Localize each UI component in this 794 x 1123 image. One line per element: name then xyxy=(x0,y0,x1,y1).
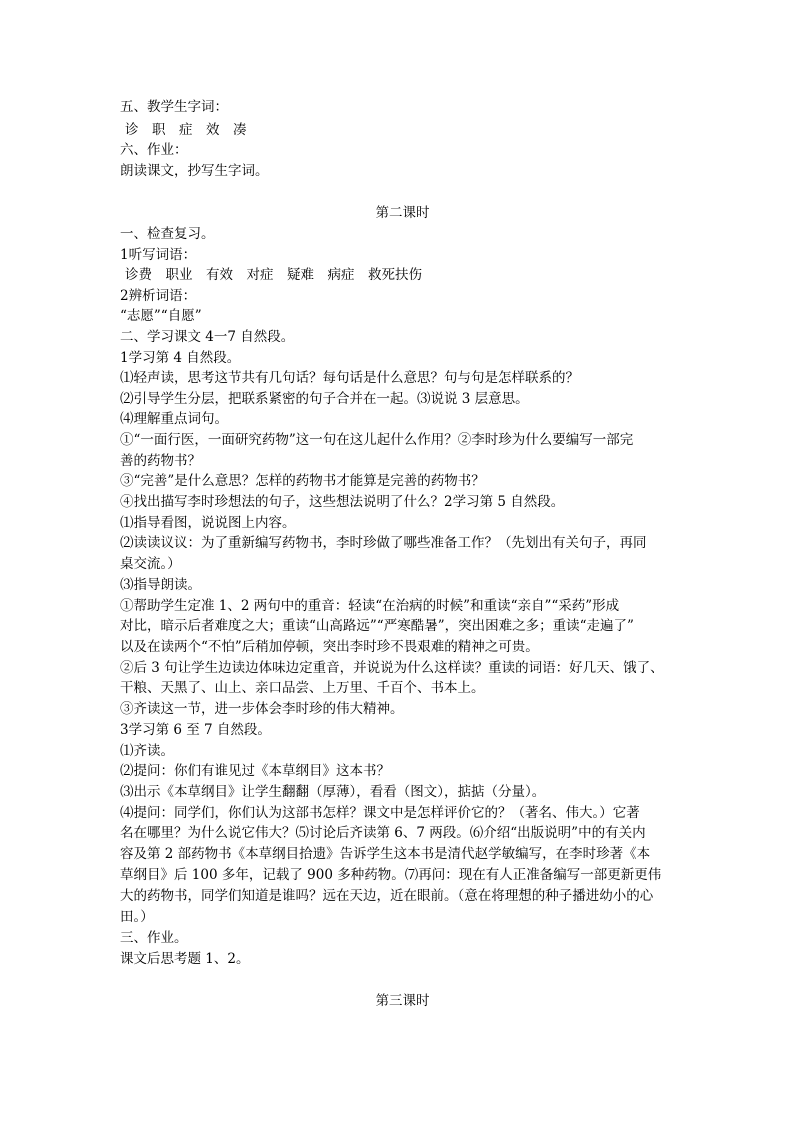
lesson2-line: 田。） xyxy=(120,909,154,925)
lesson2-line: ⑴齐读。 xyxy=(120,743,174,759)
lesson2-line: ⑶出示《本草纲目》让学生翻翻（厚薄），看看（图文），掂掂（分量）。 xyxy=(120,784,546,800)
lesson2-line: 桌交流。） xyxy=(120,556,181,572)
lesson2-line: 诊费 职业 有效 对症 疑难 病症 救死扶伤 xyxy=(125,267,422,283)
lesson2-line: 1听写词语： xyxy=(120,247,197,263)
lesson2-line: 1学习第 4 自然段。 xyxy=(120,350,241,366)
lesson2-line: ⑵引导学生分层，把联系紧密的句子合并在一起。⑶说说 3 层意思。 xyxy=(120,391,529,407)
lesson2-line: ⑶指导朗读。 xyxy=(120,577,201,593)
lesson2-line: ⑷理解重点词句。 xyxy=(120,411,228,427)
lesson2-line: 三、作业。 xyxy=(120,930,188,946)
lesson2-line: ⑴指导看图，说说图上内容。 xyxy=(120,515,296,531)
lesson2-line: 以及在读两个“不怕”后稍加停顿，突出李时珍不畏艰难的精神之可贵。 xyxy=(120,639,539,655)
lesson2-line: 3学习第 6 至 7 自然段。 xyxy=(120,722,271,738)
lesson2-line: ②后 3 句让学生边读边体味边定重音，并说说为什么这样读？重读的词语：好几天、饿了、 xyxy=(120,660,664,676)
lesson2-line: ①“一面行医，一面研究药物”这一句在这儿起什么作用？②李时珍为什么要编写一部完 xyxy=(120,432,634,448)
lesson2-line: ③“完善”是什么意思？怎样的药物书才能算是完善的药物书？ xyxy=(120,473,485,489)
lesson2-line: ⑴轻声读，思考这节共有几句话？每句话是什么意思？句与句是怎样联系的？ xyxy=(120,370,579,386)
lesson2-line: ④找出描写李时珍想法的句子，这些想法说明了什么？2学习第 5 自然段。 xyxy=(120,494,565,510)
section5-heading: 五、教学生字词： xyxy=(120,99,228,115)
lesson2-line: 善的药物书？ xyxy=(120,453,201,469)
lesson2-title: 第二课时 xyxy=(375,205,430,221)
section6-content: 朗读课文，抄写生字词。 xyxy=(120,163,269,179)
lesson2-line: “志愿”“自愿” xyxy=(120,308,202,324)
lesson2-line: 容及第 2 部药物书《本草纲目拾遗》告诉学生这本书是清代赵学敏编写，在李时珍著《本 xyxy=(120,846,651,862)
lesson2-line: 2辨析词语： xyxy=(120,288,197,304)
lesson2-line: 大的药物书，同学们知道是谁吗？远在天边，近在眼前。（意在将理想的种子播进幼小的心 xyxy=(120,888,654,904)
lesson2-line: 名在哪里？为什么说它伟大？⑸讨论后齐读第 6、7 两段。⑹介绍“出版说明”中的有关内 xyxy=(120,825,646,841)
lesson3-title: 第三课时 xyxy=(375,993,430,1009)
section5-chars: 诊 职 症 效 凑 xyxy=(125,122,247,138)
lesson2-line: ③齐读这一节，进一步体会李时珍的伟大精神。 xyxy=(120,701,404,717)
lesson2-line: 课文后思考题 1、2。 xyxy=(120,951,250,967)
lesson2-line: 草纲目》后 100 多年，记载了 900 多种药物。⑺再问：现在有人正准备编写一部更新更伟 xyxy=(120,867,662,883)
section6-heading: 六、作业： xyxy=(120,142,188,158)
lesson2-line: ⑷提问：同学们，你们认为这部书怎样？课文中是怎样评价它的？（著名、伟大。）它著 xyxy=(120,805,640,821)
lesson2-line: ⑵读读议议：为了重新编写药物书，李时珍做了哪些准备工作？（先划出有关句子，再同 xyxy=(120,535,647,551)
lesson2-line: 一、检查复习。 xyxy=(120,226,215,242)
lesson2-line: ⑵提问：你们有谁见过《本草纲目》这本书？ xyxy=(120,763,390,779)
lesson2-line: 干粮、天黑了、山上、亲口品尝、上万里、千百个、书本上。 xyxy=(120,680,485,696)
lesson2-line: 对比，暗示后者难度之大；重读“山高路远”“严寒酷暑”，突出困难之多；重读“走遍了” xyxy=(120,618,634,634)
lesson2-line: ①帮助学生定准 1、2 两句中的重音：轻读“在治病的时候”和重读“亲自”“采药”形成 xyxy=(120,598,620,614)
lesson2-line: 二、学习课文 4一7 自然段。 xyxy=(120,329,295,345)
